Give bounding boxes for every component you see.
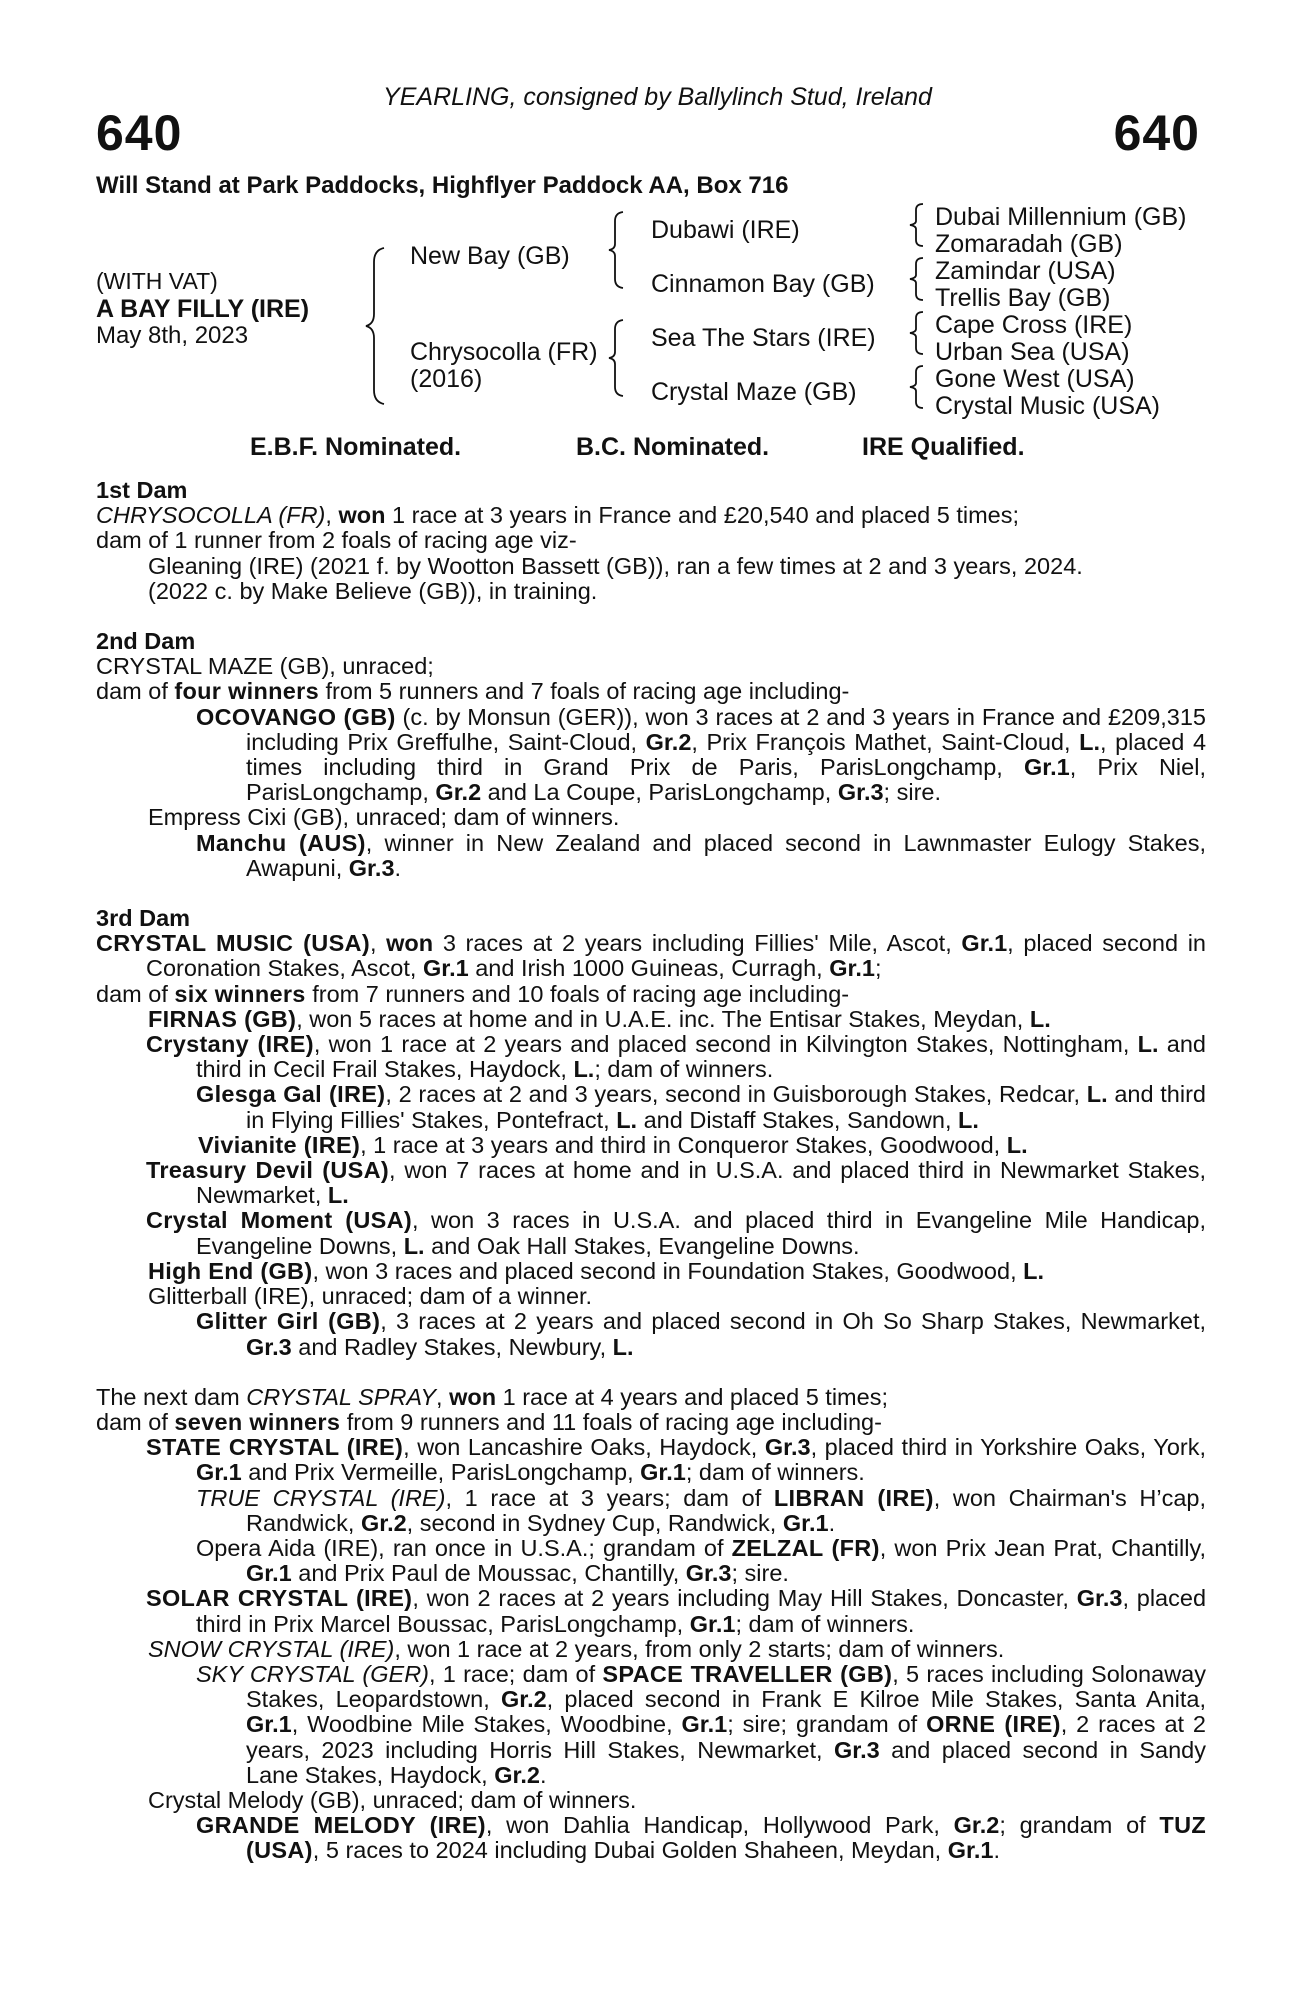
text-run: and Prix Vermeille, ParisLongchamp,	[241, 1459, 641, 1486]
next-dam-produce-summary	[96, 1410, 1206, 1435]
grade: L.	[958, 1106, 979, 1133]
lot-number-right: 640	[1113, 105, 1200, 161]
text-run: , 1 race at 3 years and third in Conqueror Stakes, Goodwood,	[360, 1131, 1007, 1158]
text-run: , won 3 races in U.S.A. and placed third in Evangeline Mile Handicap, Evangeline Downs,	[196, 1207, 1206, 1259]
second-dam-line: CRYSTAL MAZE (GB), unraced;	[96, 653, 434, 680]
pedigree-gen3-7: Gone West (USA)	[935, 365, 1135, 393]
pedigree-dam-sire: Sea The Stars (IRE)	[651, 324, 876, 352]
text-run: dam of	[96, 980, 175, 1007]
winners-count: seven winners	[174, 1408, 341, 1435]
horse-name: Glesga Gal (IRE)	[196, 1081, 386, 1108]
pedigree-brace-g1	[905, 202, 927, 248]
grade: L.	[1079, 728, 1100, 755]
vat-note: (WITH VAT)	[96, 268, 218, 294]
grade: Gr.1	[681, 1711, 728, 1738]
produce-glesga-gal	[96, 1082, 1206, 1132]
text-run: and Prix Paul de Moussac, Chantilly,	[291, 1560, 686, 1587]
horse-name: STATE CRYSTAL (IRE)	[146, 1434, 404, 1461]
first-dam-line: CHRYSOCOLLA (FR), won 1 race at 3 years in France and £20,540 and placed 5 times;	[96, 502, 1020, 529]
horse-name: CRYSTAL MUSIC (USA)	[96, 930, 370, 957]
text-run: , won 2 races at 2 years including May Hill Stakes, Doncaster,	[412, 1585, 1077, 1612]
grade: Gr.2	[360, 1509, 407, 1536]
text-run: , won 3 races and placed second in Foundation Stakes, Goodwood,	[312, 1257, 1024, 1284]
produce-solar-crystal	[96, 1586, 1206, 1636]
produce-2022-colt: (2022 c. by Make Believe (GB)), in training.	[148, 577, 598, 604]
spacer	[96, 1360, 1206, 1385]
grade: Gr.1	[1023, 754, 1070, 781]
produce-opera-aida	[96, 1536, 1206, 1586]
horse-name: FIRNAS (GB)	[148, 1005, 297, 1032]
ire-qualified: IRE Qualified.	[862, 433, 1025, 461]
grade: Gr.1	[640, 1459, 686, 1486]
text-run: , Prix Niel, ParisLongchamp,	[246, 754, 1206, 806]
won-word: won	[449, 1383, 497, 1410]
third-dam-heading: 3rd Dam	[96, 905, 191, 932]
grade: L.	[612, 1333, 634, 1360]
text-run: Opera Aida (IRE), ran once in U.S.A.; grandam of	[196, 1534, 732, 1561]
text-run: from 7 runners and 10 foals of racing age including-	[305, 980, 850, 1007]
text-run: and Distaff Stakes, Sandown,	[637, 1106, 958, 1133]
horse-name: Manchu (AUS)	[196, 829, 366, 856]
horse-name: ORNE (IRE)	[926, 1711, 1061, 1738]
bc-nominated: B.C. Nominated.	[576, 433, 770, 461]
text-run: , 5 races including Solonaway Stakes, Leopardstown,	[246, 1660, 1206, 1713]
first-dam-heading: 1st Dam	[96, 477, 188, 503]
text-run: and placed second in Sandy Lane Stakes, Haydock,	[246, 1736, 1206, 1788]
text-run: , Woodbine Mile Stakes, Woodbine,	[291, 1711, 682, 1738]
grade: L.	[1029, 1005, 1051, 1032]
horse-name: High End (GB)	[148, 1257, 313, 1284]
grade: L.	[1137, 1031, 1159, 1058]
text-run: The next dam	[96, 1383, 247, 1410]
text-run: ; grandam of	[999, 1812, 1160, 1839]
produce-ocovango	[96, 705, 1206, 806]
second-dam-produce-summary	[96, 679, 1206, 704]
produce-glitter-girl	[96, 1309, 1206, 1359]
grade: L.	[616, 1106, 638, 1133]
grade: Gr.1	[422, 955, 469, 982]
text-run: , won Chairman's H’cap, Randwick,	[246, 1484, 1207, 1536]
grade: Gr.3	[348, 854, 395, 881]
grade: Gr.1	[689, 1610, 736, 1637]
horse-name: SNOW CRYSTAL (IRE)	[148, 1635, 395, 1662]
horse-name: A BAY FILLY (IRE)	[96, 295, 310, 323]
pedigree-brace-g4	[905, 364, 927, 410]
grade: L.	[403, 1232, 425, 1259]
horse-name: Glitter Girl (GB)	[196, 1308, 381, 1335]
grade: Gr.2	[645, 728, 692, 755]
text-run: and third in Flying Fillies' Stakes, Pontefract,	[246, 1081, 1206, 1133]
grade: Gr.3	[837, 779, 884, 806]
winners-count: six winners	[174, 980, 306, 1007]
grade: Gr.3	[246, 1333, 292, 1360]
horse-name: LIBRAN (IRE)	[773, 1484, 934, 1511]
text-run: , placed third in Yorkshire Oaks, York,	[810, 1434, 1206, 1461]
grade: Gr.3	[834, 1736, 880, 1763]
produce-true-crystal	[96, 1486, 1206, 1536]
horse-name: SPACE TRAVELLER (GB)	[602, 1660, 893, 1687]
grade: L.	[1086, 1081, 1108, 1108]
text-run: , won Prix Jean Prat, Chantilly,	[879, 1534, 1206, 1561]
produce-crystal-moment	[96, 1208, 1206, 1258]
text-run: 3 races at 2 years including Fillies' Mile, Ascot,	[433, 930, 962, 957]
text-run: 1 race at 3 years in France and £20,540 and placed 5 times;	[385, 502, 1020, 529]
text-run: , won 1 race at 2 years, from only 2 starts; dam of winners.	[394, 1635, 1005, 1662]
text-run: , placed 4 times including third in Grand Prix de Paris, ParisLongchamp,	[246, 728, 1207, 781]
text-run: .	[539, 1761, 547, 1788]
produce-snow-crystal	[96, 1637, 1206, 1662]
grade: Gr.1	[246, 1560, 292, 1587]
pedigree-brace-main	[362, 246, 392, 406]
text-run: , placed second in Frank E Kilroe Mile Stakes, Santa Anita,	[546, 1686, 1206, 1713]
pedigree-sire-dam: Cinnamon Bay (GB)	[651, 270, 875, 298]
pedigree-gen3-1: Dubai Millennium (GB)	[935, 203, 1187, 231]
text-run: 1 race at 4 years and placed 5 times;	[496, 1383, 888, 1410]
text-run: ;	[874, 955, 882, 982]
text-run: dam of	[96, 678, 175, 705]
stand-location: Will Stand at Park Paddocks, Highflyer Paddock AA, Box 716	[96, 172, 789, 199]
grade: Gr.3	[685, 1560, 732, 1587]
grade: L.	[327, 1182, 349, 1209]
grade: Gr.1	[947, 1837, 994, 1864]
produce-state-crystal	[96, 1435, 1206, 1485]
pedigree-sire-sire: Dubawi (IRE)	[651, 216, 800, 244]
horse-name: SKY CRYSTAL (GER)	[196, 1660, 430, 1687]
grade: Gr.2	[494, 1761, 540, 1788]
text-run: .	[993, 1837, 1000, 1864]
grade: Gr.1	[196, 1459, 242, 1486]
produce-empress-cixi: Empress Cixi (GB), unraced; dam of winners.	[148, 804, 620, 831]
first-dam-produce-summary: dam of 1 runner from 2 foals of racing age viz-	[96, 527, 577, 554]
spacer	[96, 604, 1206, 629]
text-run: , placed second in Coronation Stakes, Ascot,	[146, 930, 1207, 982]
text-run: and Oak Hall Stakes, Evangeline Downs.	[424, 1232, 860, 1259]
dam-name: CHRYSOCOLLA (FR)	[96, 502, 326, 529]
text-run: ; dam of winners.	[594, 1056, 774, 1083]
text-run: ; dam of winners.	[735, 1610, 915, 1637]
grade: Gr.2	[435, 779, 482, 806]
text-run: from 9 runners and 11 foals of racing age including-	[340, 1408, 882, 1435]
pedigree-dam-year: (2016)	[410, 365, 483, 393]
grade: Gr.1	[246, 1711, 292, 1738]
text-run: dam of	[96, 1408, 175, 1435]
horse-name: ZELZAL (FR)	[731, 1534, 880, 1561]
text-run: , won Lancashire Oaks, Haydock,	[403, 1434, 765, 1461]
second-dam-heading: 2nd Dam	[96, 628, 196, 655]
grade: Gr.3	[1076, 1585, 1123, 1612]
text-run: , 2 races at 2 years, 2023 including Horris Hill Stakes, Newmarket,	[246, 1711, 1207, 1763]
grade: L.	[573, 1056, 595, 1083]
horse-name: Vivianite (IRE)	[198, 1131, 361, 1158]
text-run: ; sire; grandam of	[727, 1711, 927, 1738]
winners-count: four winners	[174, 678, 319, 705]
produce-firnas	[96, 1007, 1206, 1032]
won-word: won	[338, 502, 386, 529]
horse-name: TRUE CRYSTAL (IRE)	[196, 1484, 446, 1511]
third-dam-line: CRYSTAL MUSIC (USA), won 3 races at 2 years including Fillies' Mile, Ascot, Gr.1, placed second in Coronation Stakes, Ascot, Gr.1 and Irish 1000 Guineas, Curragh, Gr.1;	[96, 930, 1207, 982]
produce-crystal-melody: Crystal Melody (GB), unraced; dam of winners.	[148, 1786, 637, 1813]
text-run: ; dam of winners.	[685, 1459, 865, 1486]
text-run: .	[828, 1509, 836, 1536]
produce-treasury-devil	[96, 1158, 1206, 1208]
pedigree-brace-sire	[605, 210, 627, 290]
text-run: , won Dahlia Handicap, Hollywood Park,	[485, 1812, 954, 1839]
text-run: , 3 races at 2 years and placed second in Oh So Sharp Stakes, Newmarket,	[380, 1308, 1206, 1335]
horse-name: Crystany (IRE)	[146, 1031, 314, 1058]
text-run: , won 5 races at home and in U.A.E. inc. The Entisar Stakes, Meydan,	[296, 1005, 1030, 1032]
text-run: and La Coupe, ParisLongchamp,	[481, 779, 838, 806]
text-run: ,	[436, 1383, 450, 1410]
text-run: , won 1 race at 2 years and placed second in Kilvington Stakes, Nottingham,	[313, 1031, 1138, 1058]
pedigree-sire: New Bay (GB)	[410, 242, 570, 270]
third-dam-produce-summary	[96, 982, 1206, 1007]
pedigree-gen3-3: Zamindar (USA)	[935, 257, 1116, 285]
text-run: , 1 race at 3 years; dam of	[445, 1484, 774, 1511]
foaling-date: May 8th, 2023	[96, 322, 249, 349]
grade: Gr.1	[829, 955, 875, 982]
pedigree-gen3-2: Zomaradah (GB)	[935, 230, 1123, 258]
grade: Gr.1	[961, 930, 1008, 957]
pedigree-gen3-6: Urban Sea (USA)	[935, 338, 1130, 366]
text-run: .	[394, 854, 402, 881]
pedigree-gen3-4: Trellis Bay (GB)	[935, 284, 1111, 312]
text-run: ; sire.	[731, 1560, 789, 1587]
grade: Gr.2	[953, 1812, 1000, 1839]
pedigree-brace-g2	[905, 256, 927, 302]
grade: Gr.3	[764, 1434, 811, 1461]
text-run: and Irish 1000 Guineas, Curragh,	[468, 955, 830, 982]
won-word: won	[386, 930, 434, 957]
horse-name: Crystal Moment (USA)	[146, 1207, 413, 1234]
dam-name: CRYSTAL SPRAY	[246, 1383, 437, 1410]
horse-name: Treasury Devil (USA)	[146, 1157, 390, 1184]
text-run: , winner in New Zealand and placed second in Lawnmaster Eulogy Stakes, Awapuni,	[246, 829, 1206, 881]
horse-name: TUZ (USA)	[246, 1812, 1207, 1864]
lot-number-left: 640	[96, 105, 183, 161]
grade: L.	[1006, 1131, 1028, 1158]
grade: Gr.2	[500, 1686, 547, 1713]
text-run: , 5 races to 2024 including Dubai Golden Shaheen, Meydan,	[312, 1837, 948, 1864]
text-run: , won 7 races at home and in U.S.A. and placed third in Newmarket Stakes, Newmarket,	[196, 1157, 1206, 1209]
horse-name: OCOVANGO (GB)	[196, 703, 396, 730]
grade: Gr.1	[782, 1509, 829, 1536]
produce-high-end	[96, 1259, 1206, 1284]
spacer	[96, 881, 1206, 906]
pedigree-gen3-8: Crystal Music (USA)	[935, 392, 1161, 420]
grade: L.	[1023, 1257, 1045, 1284]
produce-sky-crystal	[96, 1662, 1206, 1788]
produce-manchu	[96, 831, 1206, 881]
pedigree-brace-dam	[605, 318, 627, 398]
text-run: , second in Sydney Cup, Randwick,	[406, 1509, 783, 1536]
horse-name: SOLAR CRYSTAL (IRE)	[146, 1585, 413, 1612]
produce-grande-melody	[96, 1813, 1206, 1863]
produce-crystany	[96, 1032, 1206, 1082]
text-run: and third in Cecil Frail Stakes, Haydock,	[196, 1031, 1206, 1083]
text-run: ; sire.	[883, 779, 942, 806]
pedigree-gen3-5: Cape Cross (IRE)	[935, 311, 1133, 339]
pedigree-brace-g3	[905, 310, 927, 356]
text-run: from 5 runners and 7 foals of racing age including-	[319, 678, 850, 705]
text-run: , 2 races at 2 and 3 years, second in Guisborough Stakes, Redcar,	[385, 1081, 1087, 1108]
ebf-nominated: E.B.F. Nominated.	[250, 433, 462, 461]
pedigree-dam: Chrysocolla (FR)	[410, 338, 598, 366]
text-run: , placed third in Prix Marcel Boussac, ParisLongchamp,	[196, 1585, 1207, 1637]
dam-produce-record	[96, 478, 1206, 1864]
text-run: (c. by Monsun (GER)), won 3 races at 2 and 3 years in France and £209,315 including Prix Greffulhe, Saint-Cloud,	[246, 703, 1206, 755]
produce-vivianite	[96, 1133, 1206, 1158]
text-run: , Prix François Mathet, Saint-Cloud,	[691, 728, 1080, 755]
text-run: , 1 race; dam of	[429, 1660, 603, 1687]
consignor-line: YEARLING, consigned by Ballylinch Stud, Ireland	[383, 83, 932, 111]
next-dam-line	[96, 1385, 1206, 1410]
produce-gleaning: Gleaning (IRE) (2021 f. by Wootton Bassett (GB)), ran a few times at 2 and 3 years, 2024.	[148, 552, 1083, 579]
horse-name: GRANDE MELODY (IRE)	[196, 1812, 486, 1839]
produce-glitterball: Glitterball (IRE), unraced; dam of a winner.	[148, 1283, 593, 1310]
text-run: and Radley Stakes, Newbury,	[291, 1333, 613, 1360]
pedigree-dam-dam: Crystal Maze (GB)	[651, 378, 857, 406]
